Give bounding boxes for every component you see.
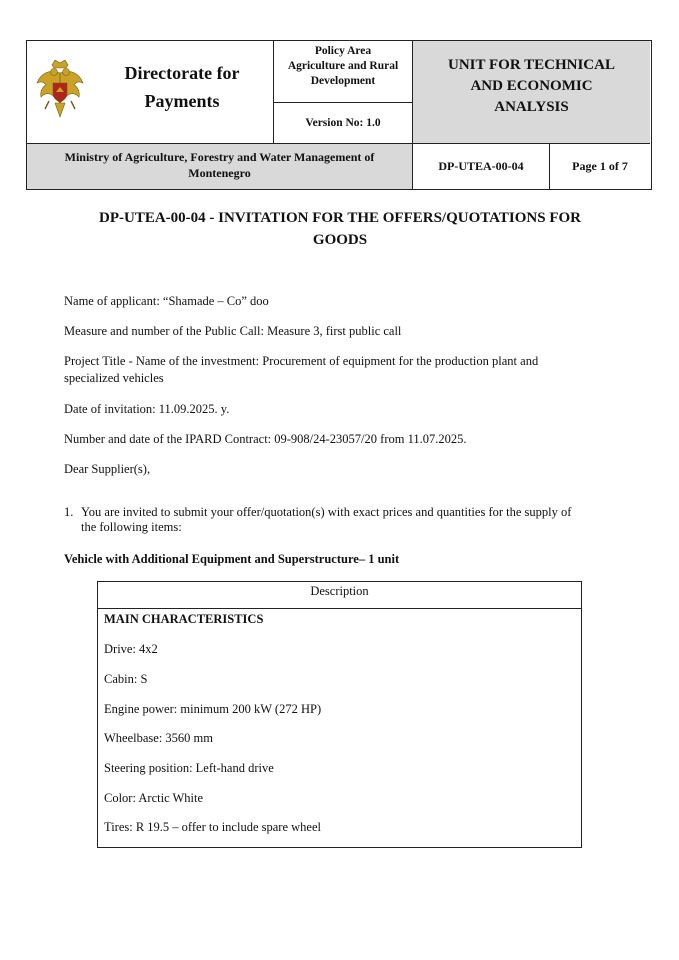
public-call-measure: Measure and number of the Public Call: Measure 3, first public call	[64, 324, 402, 338]
list-item-line: You are invited to submit your offer/quotation(s) with exact prices and quantities for the supply of	[81, 505, 572, 519]
project-title-line: specialized vehicles	[64, 371, 164, 385]
policy-area-line: Agriculture and Rural	[287, 60, 399, 72]
page-number: Page 1 of 7	[572, 159, 628, 173]
table-row: Drive: 4x2	[104, 642, 158, 656]
ministry-line: Montenegro	[188, 166, 251, 180]
list-item-line: the following items:	[81, 520, 182, 534]
policy-area-line: Policy Area	[314, 45, 372, 57]
invitation-date: Date of invitation: 11.09.2025. y.	[64, 402, 230, 416]
project-title	[64, 353, 620, 387]
directorate-title: Directorate for Payments	[124, 63, 240, 111]
list-item-text	[64, 505, 620, 535]
version-cell	[274, 103, 413, 143]
description-table	[97, 581, 582, 848]
table-row: Tires: R 19.5 – offer to include spare wheel	[104, 820, 321, 834]
document-code-cell	[413, 143, 550, 189]
table-row: Cabin: S	[104, 672, 148, 686]
unit-title-line: AND ECONOMIC	[470, 78, 593, 94]
list-item	[64, 505, 620, 535]
document-title-line: GOODS	[312, 232, 368, 248]
ministry-line: Ministry of Agriculture, Forestry and Water Management of	[64, 150, 375, 164]
project-title-line: Project Title - Name of the investment: Procurement of equipment for the production plant and	[64, 354, 539, 368]
unit-title-line: ANALYSIS	[494, 99, 569, 115]
document-title-line: DP-UTEA-00-04 - INVITATION FOR THE OFFERS/QUOTATIONS FOR	[99, 210, 581, 226]
table-row: Wheelbase: 3560 mm	[104, 731, 213, 745]
document-header-table	[26, 40, 652, 190]
applicant-name: Name of applicant: “Shamade – Co” doo	[64, 294, 269, 308]
unit-cell	[413, 41, 650, 143]
ipard-contract: Number and date of the IPARD Contract: 09-908/24-23057/20 from 11.07.2025.	[64, 432, 467, 446]
item-subheading: Vehicle with Additional Equipment and Superstructure– 1 unit	[64, 552, 400, 566]
directorate-cell	[27, 41, 274, 143]
policy-area-cell	[274, 41, 413, 103]
page-number-cell	[550, 143, 650, 189]
policy-area-line: Development	[310, 75, 376, 87]
document-title	[60, 207, 620, 251]
table-row: Color: Arctic White	[104, 791, 204, 805]
montenegro-coat-of-arms-icon	[35, 59, 85, 121]
table-row: MAIN CHARACTERISTICS	[104, 612, 264, 626]
document-code: DP-UTEA-00-04	[438, 159, 524, 173]
unit-title-line: UNIT FOR TECHNICAL	[448, 57, 615, 73]
list-item-number: 1.	[64, 505, 74, 519]
version-number: Version No: 1.0	[305, 117, 381, 129]
description-table-header: Description	[98, 582, 581, 609]
table-row: Steering position: Left-hand drive	[104, 761, 274, 775]
table-row: Engine power: minimum 200 kW (272 HP)	[104, 702, 322, 716]
greeting: Dear Supplier(s),	[64, 462, 151, 476]
ministry-cell	[27, 143, 413, 189]
